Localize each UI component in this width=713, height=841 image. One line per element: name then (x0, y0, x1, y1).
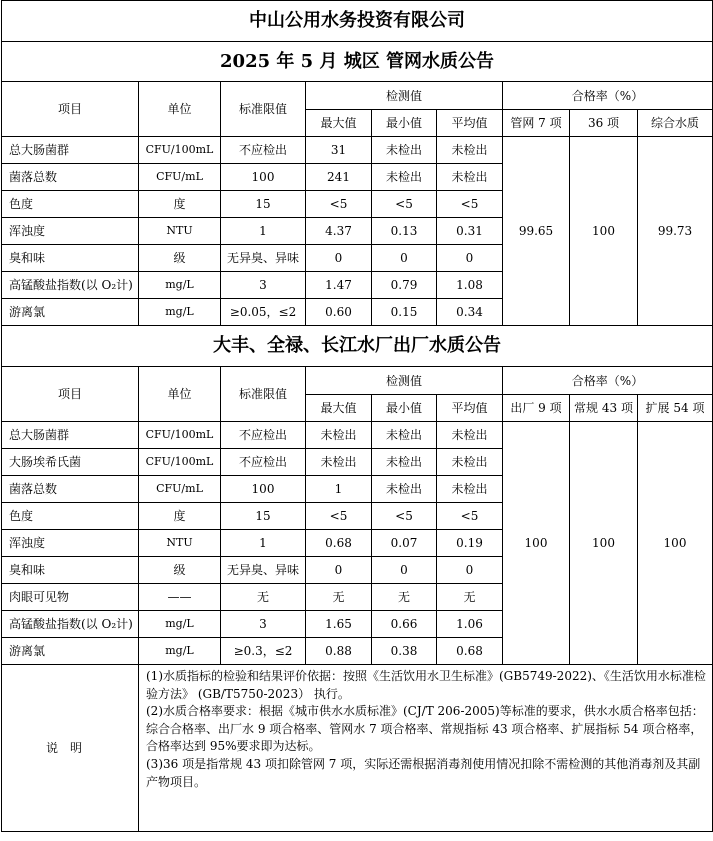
notice2-title: 大丰、全禄、长江水厂出厂水质公告 (2, 326, 713, 367)
water-quality-notice-sheet (1, 0, 712, 832)
item-name: 浑浊度 (2, 218, 139, 245)
notice2-header-max: 最大值 (306, 395, 372, 422)
notice2-header-item: 项目 (2, 367, 139, 422)
avg-value: 0 (437, 557, 503, 584)
notes-content (139, 665, 713, 832)
min-value: 0 (372, 557, 437, 584)
max-value: 1 (306, 476, 372, 503)
min-value: 0.66 (372, 611, 437, 638)
pass-value: 99.65 (503, 137, 570, 326)
limit: 无异臭、异味 (221, 557, 306, 584)
notice2-header-detect: 检测值 (306, 367, 503, 395)
max-value: 0.68 (306, 530, 372, 557)
unit: mg/L (139, 299, 221, 326)
item-name: 总大肠菌群 (2, 137, 139, 164)
item-name: 游离氯 (2, 638, 139, 665)
unit: 度 (139, 503, 221, 530)
min-value: 未检出 (372, 422, 437, 449)
unit: —— (139, 584, 221, 611)
avg-value: 未检出 (437, 137, 503, 164)
max-value: <5 (306, 503, 372, 530)
limit: 100 (221, 164, 306, 191)
notice1-header-unit: 单位 (139, 82, 221, 137)
notice1-header-avg: 平均值 (437, 110, 503, 137)
limit: 15 (221, 191, 306, 218)
unit: CFU/100mL (139, 449, 221, 476)
avg-value: 0.68 (437, 638, 503, 665)
notice1-header-pass-col: 综合水质 (638, 110, 713, 137)
note-line: (3)36 项是指常规 43 项扣除管网 7 项，实际还需根据消毒剂使用情况扣除不需检测的其他消毒剂及其副产物项目。 (146, 756, 701, 789)
item-name: 游离氯 (2, 299, 139, 326)
avg-value: <5 (437, 503, 503, 530)
avg-value: 未检出 (437, 164, 503, 191)
min-value: 0.38 (372, 638, 437, 665)
max-value: 0.60 (306, 299, 372, 326)
unit: 级 (139, 557, 221, 584)
note-line: (1)水质指标的检验和结果评价依据：按照《生活饮用水卫生标准》(GB5749-2022)、《生活饮用水标准检验方法》 (GB/T5750-2023） 执行。 (146, 669, 706, 701)
item-name: 臭和味 (2, 245, 139, 272)
item-name: 臭和味 (2, 557, 139, 584)
notice2-header-pass-col: 出厂 9 项 (503, 395, 570, 422)
unit: CFU/100mL (139, 422, 221, 449)
max-value: 未检出 (306, 422, 372, 449)
item-name: 高锰酸盐指数(以 O₂计) (2, 611, 139, 638)
limit: 不应检出 (221, 137, 306, 164)
unit: NTU (139, 218, 221, 245)
min-value: 未检出 (372, 164, 437, 191)
min-value: 0.07 (372, 530, 437, 557)
notice1-header-min: 最小值 (372, 110, 437, 137)
min-value: 未检出 (372, 137, 437, 164)
item-name: 浑浊度 (2, 530, 139, 557)
limit: 无异臭、异味 (221, 245, 306, 272)
unit: CFU/mL (139, 164, 221, 191)
max-value: 31 (306, 137, 372, 164)
unit: CFU/mL (139, 476, 221, 503)
unit: mg/L (139, 272, 221, 299)
min-value: 0.13 (372, 218, 437, 245)
min-value: 未检出 (372, 449, 437, 476)
avg-value: 0.19 (437, 530, 503, 557)
company-name: 中山公用水务投资有限公司 (2, 1, 713, 42)
notice2-header-pass-col: 扩展 54 项 (638, 395, 713, 422)
max-value: 0 (306, 557, 372, 584)
item-name: 总大肠菌群 (2, 422, 139, 449)
avg-value: 未检出 (437, 422, 503, 449)
limit: ≥0.05，≤2 (221, 299, 306, 326)
unit: 级 (139, 245, 221, 272)
item-name: 菌落总数 (2, 164, 139, 191)
notice2-header-avg: 平均值 (437, 395, 503, 422)
notice1-header-item: 项目 (2, 82, 139, 137)
limit: 不应检出 (221, 449, 306, 476)
avg-value: 1.06 (437, 611, 503, 638)
item-name: 大肠埃希氏菌 (2, 449, 139, 476)
avg-value: 无 (437, 584, 503, 611)
unit: mg/L (139, 638, 221, 665)
avg-value: <5 (437, 191, 503, 218)
avg-value: 0.31 (437, 218, 503, 245)
notes-label: 说明 (2, 665, 139, 832)
pass-value: 100 (570, 422, 638, 665)
max-value: 4.37 (306, 218, 372, 245)
limit: ≥0.3，≤2 (221, 638, 306, 665)
notice1-header-limit: 标准限值 (221, 82, 306, 137)
notice2-header-pass: 合格率（%） (503, 367, 713, 395)
limit: 100 (221, 476, 306, 503)
notice1-header-max: 最大值 (306, 110, 372, 137)
min-value: 0.15 (372, 299, 437, 326)
min-value: <5 (372, 503, 437, 530)
pass-value: 100 (638, 422, 713, 665)
item-name: 色度 (2, 503, 139, 530)
unit: mg/L (139, 611, 221, 638)
pass-value: 100 (570, 137, 638, 326)
avg-value: 未检出 (437, 476, 503, 503)
max-value: 241 (306, 164, 372, 191)
item-name: 肉眼可见物 (2, 584, 139, 611)
limit: 无 (221, 584, 306, 611)
min-value: 0.79 (372, 272, 437, 299)
max-value: 1.65 (306, 611, 372, 638)
limit: 3 (221, 611, 306, 638)
notice1-header-pass-col: 管网 7 项 (503, 110, 570, 137)
min-value: 无 (372, 584, 437, 611)
notice1-header-pass-col: 36 项 (570, 110, 638, 137)
notice2-header-unit: 单位 (139, 367, 221, 422)
min-value: <5 (372, 191, 437, 218)
max-value: 0.88 (306, 638, 372, 665)
min-value: 0 (372, 245, 437, 272)
notice1-header-detect: 检测值 (306, 82, 503, 110)
min-value: 未检出 (372, 476, 437, 503)
avg-value: 1.08 (437, 272, 503, 299)
limit: 3 (221, 272, 306, 299)
avg-value: 未检出 (437, 449, 503, 476)
max-value: 未检出 (306, 449, 372, 476)
notice2-header-min: 最小值 (372, 395, 437, 422)
limit: 15 (221, 503, 306, 530)
limit: 1 (221, 530, 306, 557)
notice-table (1, 0, 713, 832)
notice1-header-pass: 合格率（%） (503, 82, 713, 110)
notice2-header-pass-col: 常规 43 项 (570, 395, 638, 422)
unit: NTU (139, 530, 221, 557)
limit: 不应检出 (221, 422, 306, 449)
item-name: 菌落总数 (2, 476, 139, 503)
note-line: (2)水质合格率要求：根据《城市供水水质标准》(CJ/T 206-2005)等标准的要求，供水水质合格率包括：综合合格率、出厂水 9 项合格率、管网水 7 项合格率、常规指标 43 项合格率、扩展指标 54 项合格率，合格率达到 95%要求即为达标。 (146, 704, 704, 754)
unit: 度 (139, 191, 221, 218)
max-value: 无 (306, 584, 372, 611)
avg-value: 0 (437, 245, 503, 272)
notice1-title: 2025 年 5 月 城区 管网水质公告 (2, 42, 713, 82)
table-row (2, 422, 713, 449)
unit: CFU/100mL (139, 137, 221, 164)
notice2-header-limit: 标准限值 (221, 367, 306, 422)
avg-value: 0.34 (437, 299, 503, 326)
item-name: 色度 (2, 191, 139, 218)
max-value: 0 (306, 245, 372, 272)
max-value: 1.47 (306, 272, 372, 299)
pass-value: 99.73 (638, 137, 713, 326)
max-value: <5 (306, 191, 372, 218)
table-row (2, 137, 713, 164)
item-name: 高锰酸盐指数(以 O₂计) (2, 272, 139, 299)
limit: 1 (221, 218, 306, 245)
pass-value: 100 (503, 422, 570, 665)
